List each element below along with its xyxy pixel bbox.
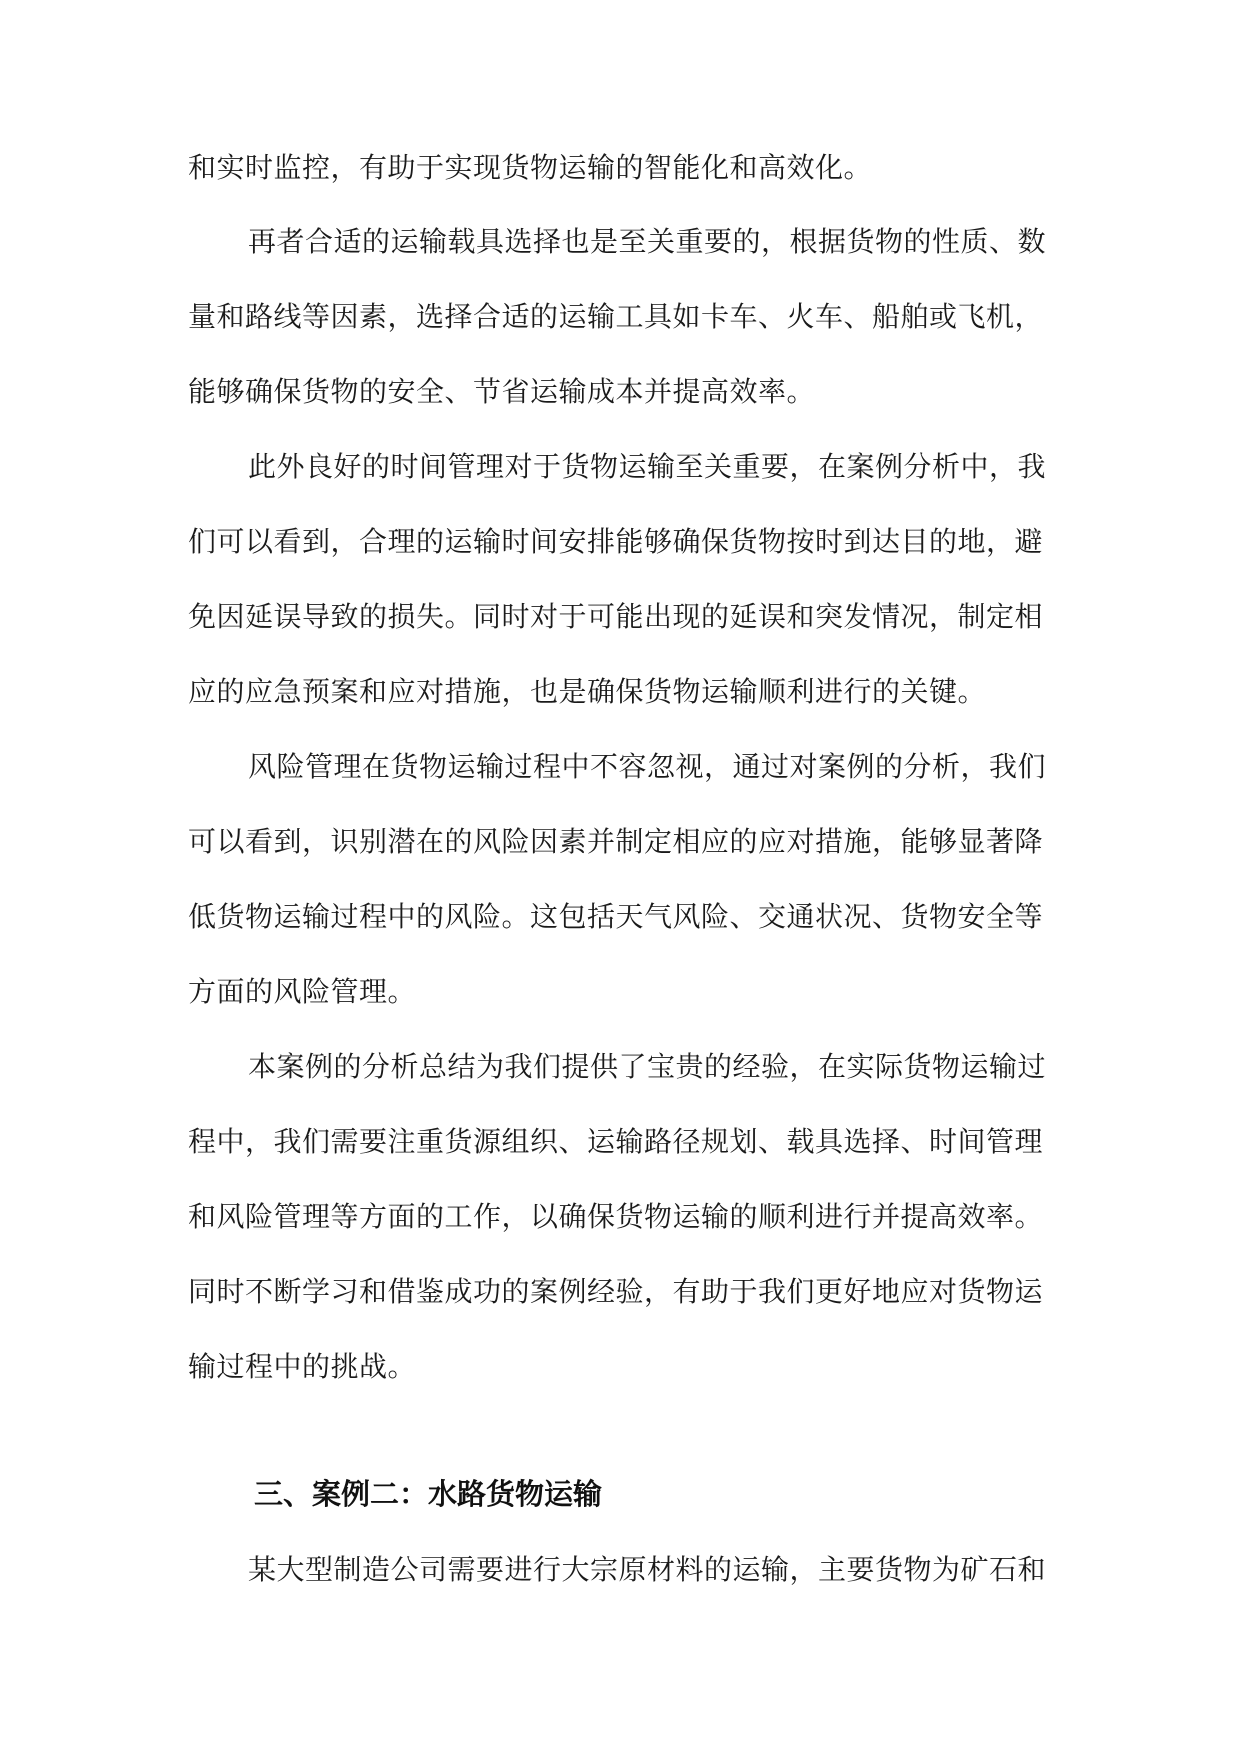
text-line: 量和路线等因素，选择合适的运输工具如卡车、火车、船舶或飞机， [188, 300, 1044, 333]
text-line: 风险管理在货物运输过程中不容忽视，通过对案例的分析，我们 [248, 750, 1047, 783]
text-line: 能够确保货物的安全、节省运输成本并提高效率。 [188, 375, 816, 408]
text-line: 免因延误导致的损失。同时对于可能出现的延误和突发情况，制定相 [188, 600, 1044, 633]
text-line: 低货物运输过程中的风险。这包括天气风险、交通状况、货物安全等 [188, 900, 1044, 933]
text-line: 应的应急预案和应对措施，也是确保货物运输顺利进行的关键。 [188, 675, 987, 708]
text-line: 某大型制造公司需要进行大宗原材料的运输，主要货物为矿石和 [248, 1553, 1047, 1586]
text-line: 方面的风险管理。 [188, 975, 417, 1008]
section-heading: 三、案例二：水路货物运输 [254, 1477, 603, 1511]
text-line: 可以看到，识别潜在的风险因素并制定相应的应对措施，能够显著降 [188, 825, 1044, 858]
text-line: 同时不断学习和借鉴成功的案例经验，有助于我们更好地应对货物运 [188, 1275, 1044, 1308]
text-line: 和实时监控，有助于实现货物运输的智能化和高效化。 [188, 151, 873, 184]
text-line: 和风险管理等方面的工作，以确保货物运输的顺利进行并提高效率。 [188, 1200, 1044, 1233]
text-line: 再者合适的运输载具选择也是至关重要的，根据货物的性质、数 [248, 225, 1047, 258]
text-line: 输过程中的挑战。 [188, 1350, 417, 1383]
text-line: 们可以看到，合理的运输时间安排能够确保货物按时到达目的地，避 [188, 525, 1044, 558]
text-line: 本案例的分析总结为我们提供了宝贵的经验，在实际货物运输过 [248, 1050, 1047, 1083]
text-line: 程中，我们需要注重货源组织、运输路径规划、载具选择、时间管理 [188, 1125, 1044, 1158]
text-line: 此外良好的时间管理对于货物运输至关重要，在案例分析中，我 [248, 450, 1047, 483]
